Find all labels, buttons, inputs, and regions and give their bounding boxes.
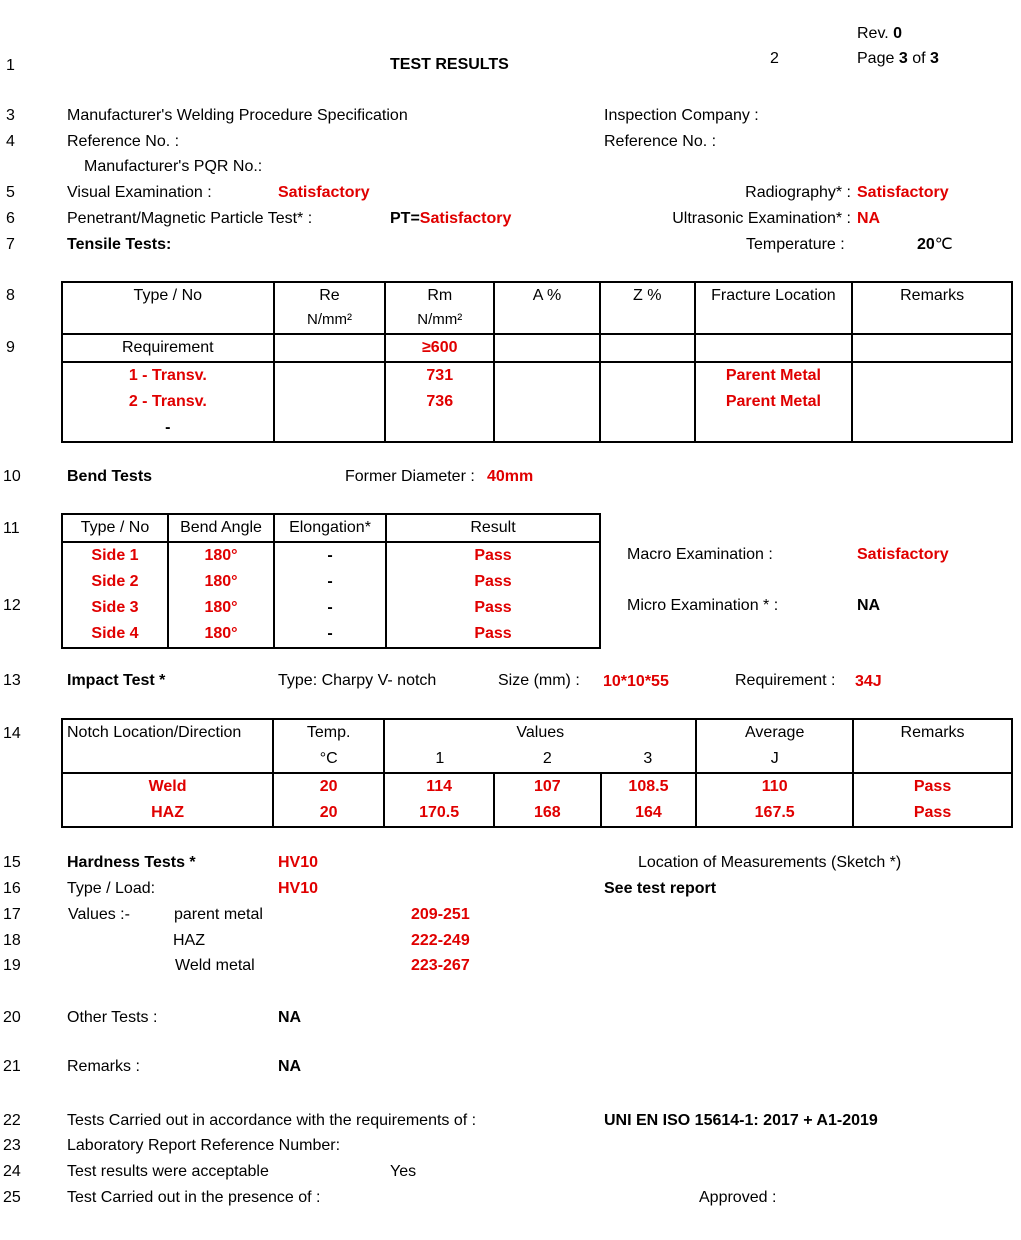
- inspection-reference-no-label: Reference No. :: [604, 133, 717, 150]
- header-remarks: Remarks: [852, 282, 1012, 334]
- impact-value-1: 114: [426, 778, 453, 795]
- haz-label: HAZ: [173, 932, 205, 949]
- line-number: 22: [3, 1112, 21, 1129]
- radiography-label: Radiography* :: [745, 184, 851, 201]
- impact-results-row: [62, 773, 1012, 827]
- other-tests-value: NA: [278, 1009, 302, 1026]
- line-number: 12: [3, 597, 21, 614]
- line-number: 20: [3, 1009, 21, 1026]
- hardness-method: HV10: [278, 854, 319, 871]
- page-title: TEST RESULTS: [390, 56, 509, 73]
- accordance-standard: UNI EN ISO 15614-1: 2017 + A1-2019: [604, 1112, 878, 1129]
- bend-header-row: [62, 514, 600, 542]
- visual-exam-value: Satisfactory: [278, 184, 370, 201]
- bend-elongation: -: [327, 599, 333, 616]
- line-number: 4: [6, 133, 15, 150]
- line-number: 18: [3, 932, 21, 949]
- line-number: 9: [6, 339, 15, 356]
- bend-angle: 180°: [204, 547, 238, 564]
- bend-result: Pass: [474, 547, 512, 564]
- header-z-percent: Z %: [600, 282, 695, 334]
- bend-angle: 180°: [204, 573, 238, 590]
- bend-elongation: -: [327, 625, 333, 642]
- parent-metal-value: 209-251: [411, 906, 470, 923]
- bend-angle: 180°: [204, 599, 238, 616]
- line-number: 15: [3, 854, 21, 871]
- header-re: Re N/mm²: [274, 282, 386, 334]
- line-number: 17: [3, 906, 21, 923]
- lab-report-label: Laboratory Report Reference Number:: [67, 1137, 341, 1154]
- see-test-report: See test report: [604, 880, 717, 897]
- impact-location: HAZ: [151, 804, 184, 821]
- bend-elongation: -: [327, 573, 333, 590]
- tensile-type: 2 - Transv.: [128, 393, 207, 410]
- former-diameter-label: Former Diameter :: [345, 468, 475, 485]
- acceptable-value: Yes: [390, 1163, 417, 1180]
- line-number: 19: [3, 957, 21, 974]
- weld-metal-value: 223-267: [411, 957, 470, 974]
- line-number: 3: [6, 107, 15, 124]
- header-fracture-location: Fracture Location: [695, 282, 853, 334]
- tensile-results-row: [62, 362, 1012, 442]
- line-number: 24: [3, 1163, 21, 1180]
- impact-remarks: Pass: [913, 778, 952, 795]
- impact-type: Type: Charpy V- notch: [278, 672, 437, 689]
- impact-value-3: 164: [635, 804, 662, 821]
- micro-exam-label: Micro Examination * :: [627, 597, 779, 614]
- bend-result: Pass: [474, 625, 512, 642]
- remarks-value: NA: [278, 1058, 302, 1075]
- impact-temp: 20: [319, 804, 338, 821]
- haz-value: 222-249: [411, 932, 470, 949]
- impact-average: 167.5: [754, 804, 795, 821]
- page-number: Page 3 of 3: [857, 50, 939, 67]
- revision: Rev. 0: [857, 25, 903, 42]
- line-number: 14: [3, 725, 21, 742]
- presence-label: Test Carried out in the presence of :: [67, 1189, 321, 1206]
- line-number: 1: [6, 57, 15, 74]
- pqr-label: Manufacturer's PQR No.:: [84, 158, 263, 175]
- impact-value-2: 107: [533, 778, 561, 795]
- line-number: 11: [3, 520, 20, 537]
- tensile-fracture: Parent Metal: [725, 367, 821, 384]
- bend-type: Side 2: [91, 573, 139, 590]
- tensile-rm: 736: [426, 393, 454, 410]
- header-average: Average J: [696, 719, 853, 773]
- revision-value: 0: [893, 25, 903, 42]
- bend-elongation: -: [327, 547, 333, 564]
- requirement-label: Requirement: [62, 334, 274, 362]
- header-values: Values 1 2 3: [384, 719, 696, 773]
- temperature-label: Temperature :: [746, 236, 845, 253]
- acceptable-label: Test results were acceptable: [67, 1163, 269, 1180]
- micro-exam-value: NA: [857, 597, 881, 614]
- type-load-value: HV10: [278, 880, 319, 897]
- requirement-rm: ≥600: [385, 334, 494, 362]
- line-number: 25: [3, 1189, 21, 1206]
- parent-metal-label: parent metal: [174, 906, 263, 923]
- header-notch-location: Notch Location/Direction: [62, 719, 273, 773]
- approved-label: Approved :: [699, 1189, 777, 1206]
- impact-average: 110: [761, 778, 788, 795]
- line-number: 16: [3, 880, 21, 897]
- tensile-header-row: [62, 282, 1012, 334]
- bend-tests-label: Bend Tests: [67, 468, 153, 485]
- bend-type: Side 4: [91, 625, 139, 642]
- type-load-label: Type / Load:: [67, 880, 156, 897]
- line-number: 7: [6, 236, 15, 253]
- other-tests-label: Other Tests :: [67, 1009, 158, 1026]
- header-bend-angle: Bend Angle: [168, 514, 274, 542]
- pt-result: PT=Satisfactory: [390, 210, 512, 227]
- impact-requirement-value: 34J: [855, 673, 882, 690]
- tensile-tests-label: Tensile Tests:: [67, 236, 172, 253]
- wps-label: Manufacturer's Welding Procedure Specification: [67, 107, 408, 124]
- header-a-percent: A %: [494, 282, 600, 334]
- line-number: 10: [3, 468, 21, 485]
- impact-table: [61, 718, 1013, 828]
- impact-test-label: Impact Test *: [67, 672, 166, 689]
- bend-result: Pass: [474, 599, 512, 616]
- tensile-type: 1 - Transv.: [128, 367, 207, 384]
- header-result: Result: [386, 514, 600, 542]
- bend-type: Side 3: [91, 599, 139, 616]
- impact-location: Weld: [148, 778, 187, 795]
- header-type-no: Type / No: [62, 282, 274, 334]
- tensile-table: [61, 281, 1013, 443]
- remarks-label: Remarks :: [67, 1058, 140, 1075]
- bend-result: Pass: [474, 573, 512, 590]
- pt-label: Penetrant/Magnetic Particle Test* :: [67, 210, 313, 227]
- accordance-label: Tests Carried out in accordance with the requirements of :: [67, 1112, 477, 1129]
- impact-value-3: 108.5: [628, 778, 669, 795]
- reference-no-label: Reference No. :: [67, 133, 180, 150]
- impact-size-label: Size (mm) :: [498, 672, 580, 689]
- bend-type: Side 1: [91, 547, 139, 564]
- header-elongation: Elongation*: [274, 514, 386, 542]
- line-number: 13: [3, 672, 21, 689]
- tensile-type: -: [165, 419, 171, 436]
- header-temp: Temp. °C: [273, 719, 384, 773]
- weld-metal-label: Weld metal: [175, 957, 255, 974]
- header-remarks: Remarks: [853, 719, 1012, 773]
- header-type-no: Type / No: [62, 514, 168, 542]
- impact-temp: 20: [319, 778, 338, 795]
- ultrasonic-label: Ultrasonic Examination* :: [672, 210, 851, 227]
- impact-requirement-label: Requirement :: [735, 672, 836, 689]
- macro-exam-value: Satisfactory: [857, 546, 949, 563]
- tensile-fracture: Parent Metal: [725, 393, 821, 410]
- hardness-tests-label: Hardness Tests *: [67, 854, 196, 871]
- bend-results-row: [62, 542, 600, 648]
- radiography-value: Satisfactory: [857, 184, 949, 201]
- measurement-location-label: Location of Measurements (Sketch *): [638, 854, 902, 871]
- bend-table: [61, 513, 601, 649]
- impact-value-2: 168: [533, 804, 561, 821]
- impact-value-1: 170.5: [419, 804, 460, 821]
- line-number: 6: [6, 210, 15, 227]
- tensile-requirement-row: [62, 334, 1012, 362]
- temperature-value: 20℃: [917, 236, 953, 253]
- header-rm: Rm N/mm²: [385, 282, 494, 334]
- visual-exam-label: Visual Examination :: [67, 184, 212, 201]
- bend-angle: 180°: [204, 625, 238, 642]
- former-diameter-value: 40mm: [487, 468, 534, 485]
- impact-remarks: Pass: [913, 804, 952, 821]
- line-number: 5: [6, 184, 15, 201]
- values-label: Values :-: [68, 906, 130, 923]
- impact-size-value: 10*10*55: [603, 673, 669, 690]
- macro-exam-label: Macro Examination :: [627, 546, 773, 563]
- ultrasonic-value: NA: [857, 210, 881, 227]
- tensile-rm: 731: [426, 367, 454, 384]
- column-number: 2: [770, 50, 779, 67]
- inspection-company-label: Inspection Company :: [604, 107, 759, 124]
- line-number: 21: [3, 1058, 21, 1075]
- impact-header-row: [62, 719, 1012, 773]
- line-number: 23: [3, 1137, 21, 1154]
- line-number: 8: [6, 287, 15, 304]
